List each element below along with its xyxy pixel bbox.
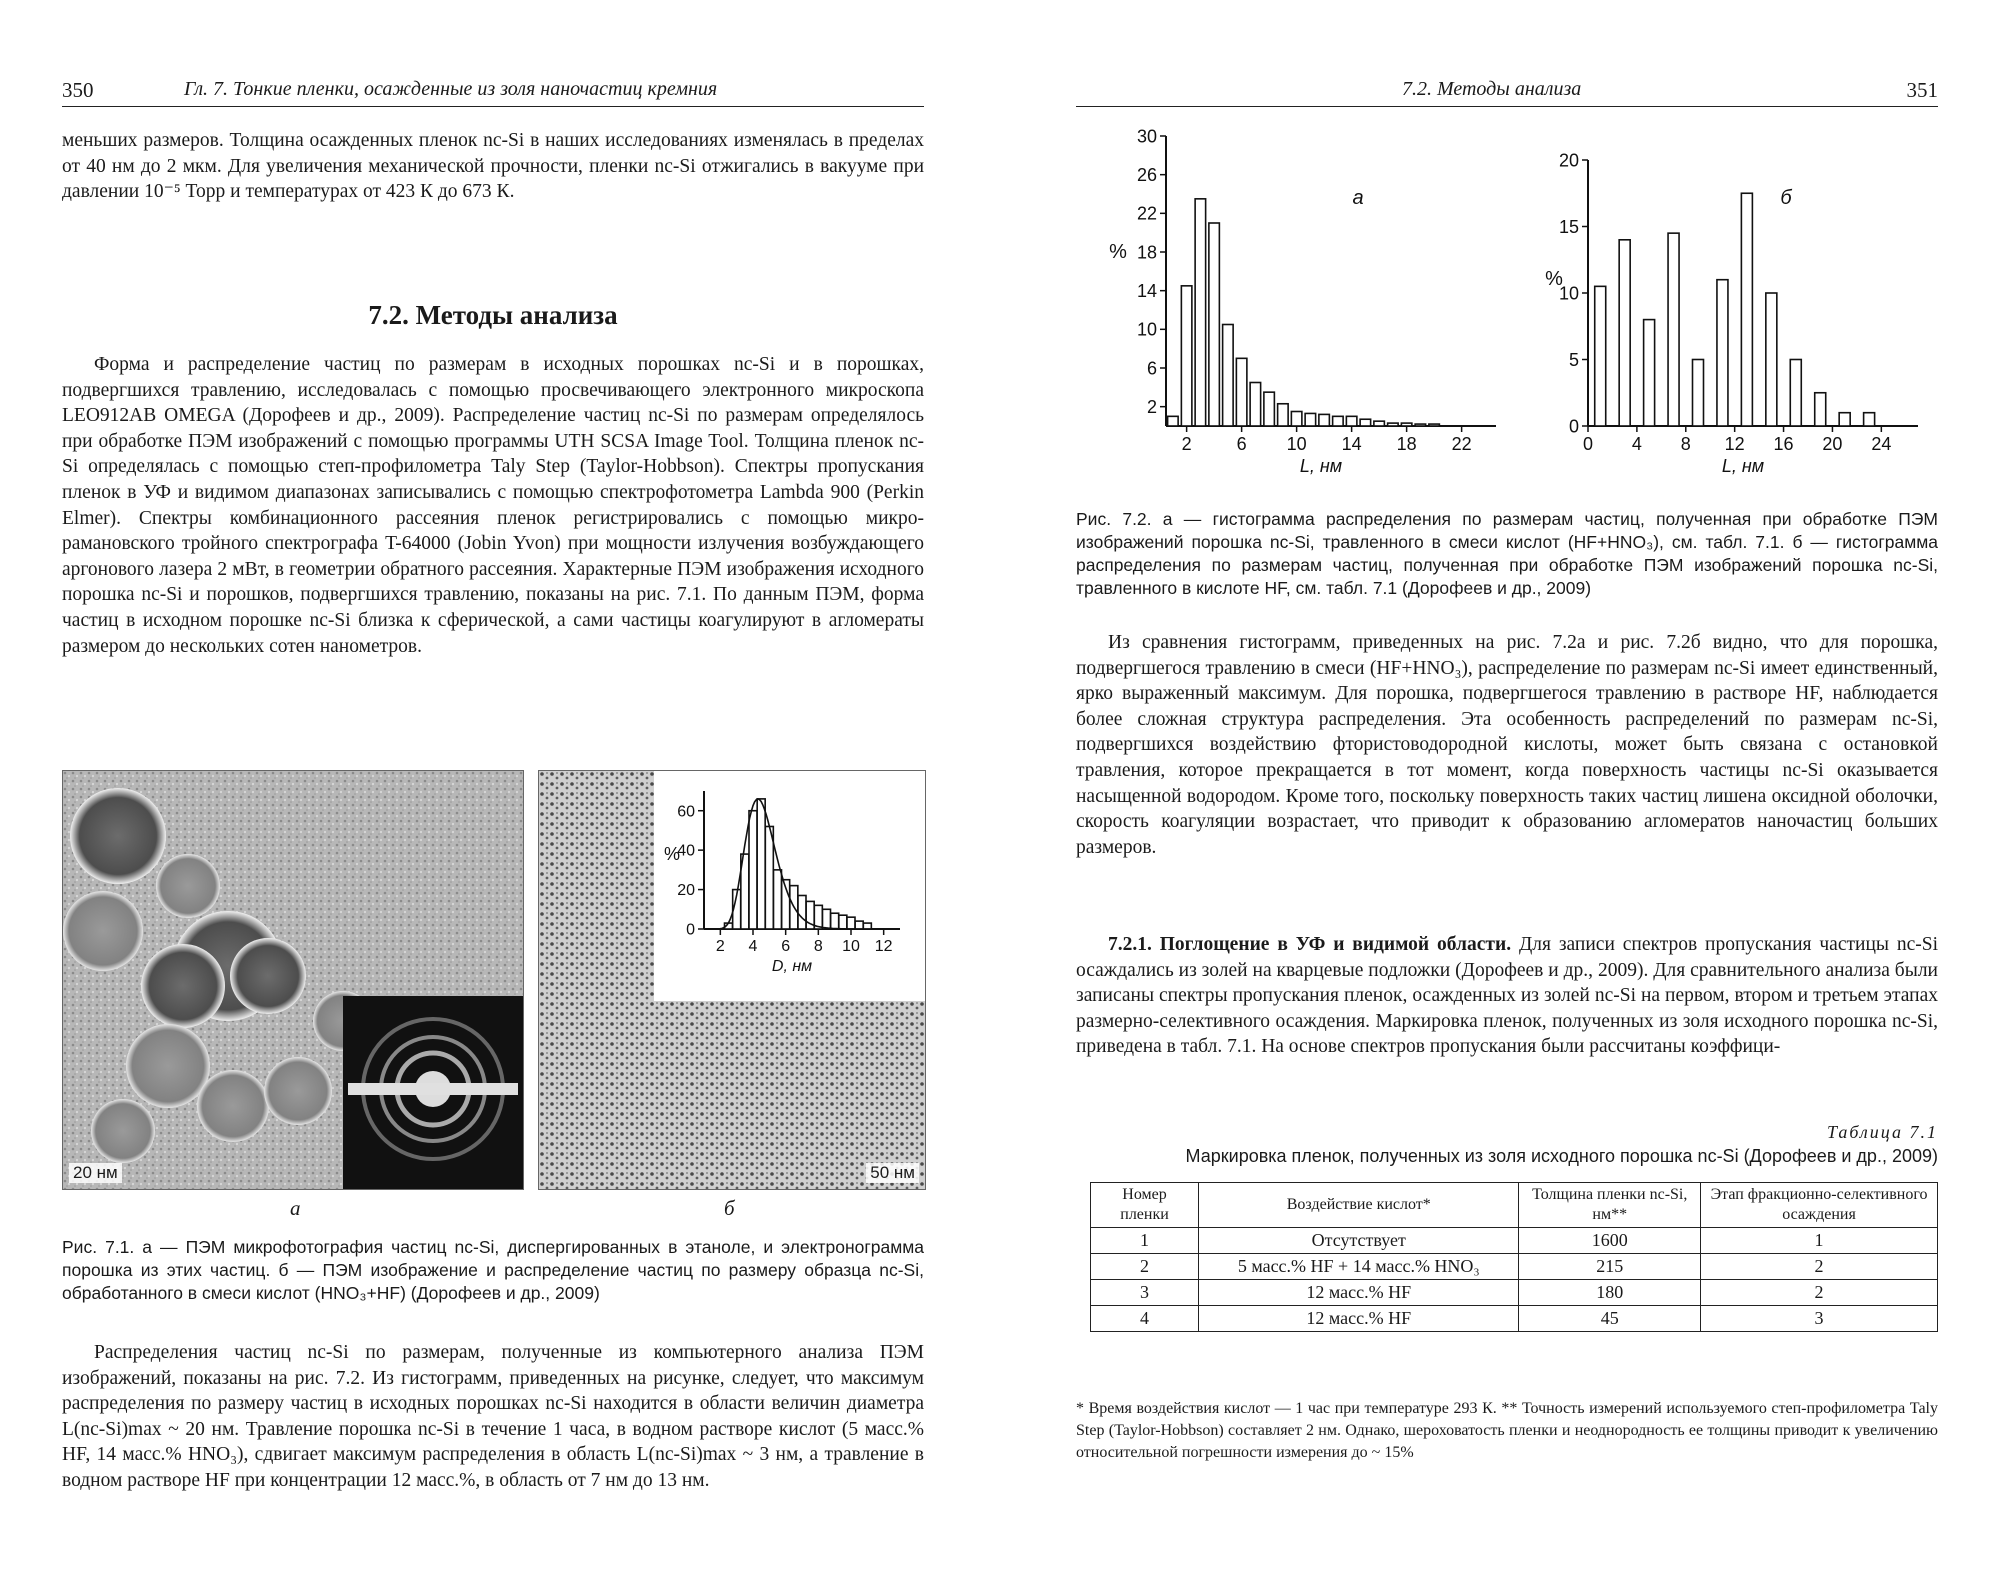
y-axis-label: % <box>1545 268 1563 291</box>
closing-text: Распределения частиц nc-Si по размерам, полученные из компьютерного анализа ПЭМ изображений, показаны на рис. 7.2. Из гистограмм, приведенных на рисунке, следует, что максимум распределения по размеру частиц в исходных порошках nc-Si находится в области величин диаметра L(nc-Si)max ~ 20 нм. Травление порошка nc-Si в течение 1 часа, в водном растворе кислот (5 масс.% HF, 14 масс.% HNO₃), сдвигает максимум распределения в область L(nc-Si)max ~ 3 нм, а травление в водном растворе HF при концентрации 12 масс.%, в область от 7 нм до 13 нм. <box>62 1342 924 1491</box>
histogram-bar <box>1388 423 1399 426</box>
table-cell: 3 <box>1091 1280 1199 1306</box>
histogram-bar <box>855 921 863 929</box>
subsection-paragraph <box>1076 932 1938 1060</box>
scale-bar-label-a: 20 нм <box>69 1163 122 1183</box>
histogram-bar <box>1839 413 1850 426</box>
histogram-bar <box>1250 383 1261 427</box>
y-tick-label: 5 <box>1568 349 1579 370</box>
histogram-bar <box>1668 233 1679 426</box>
y-tick-label: 22 <box>1136 203 1157 224</box>
histogram-bar <box>1790 360 1801 427</box>
histogram-bar <box>1291 412 1302 427</box>
table-label: Таблица 7.1 <box>1826 1122 1938 1142</box>
page-number-right: 351 <box>1906 78 1938 102</box>
table-cell: 5 масс.% HF + 14 масс.% HNO₃ <box>1199 1254 1519 1280</box>
table-cell: 2 <box>1701 1280 1938 1306</box>
table-cell: 2 <box>1701 1254 1938 1280</box>
histogram-bar <box>1864 413 1875 426</box>
x-tick-label: 20 <box>1822 434 1843 454</box>
histogram-bar <box>1168 416 1179 426</box>
y-tick-label: 10 <box>1136 319 1157 340</box>
running-head-title-right: 7.2. Методы анализа <box>1402 78 1582 100</box>
x-tick-label: 12 <box>1724 434 1745 454</box>
histogram-bar <box>1209 223 1220 426</box>
table-row <box>1091 1228 1938 1254</box>
histogram-bar <box>831 913 839 929</box>
y-axis-label: % <box>1109 240 1127 263</box>
histogram-bar <box>774 870 782 929</box>
x-tick-label: 4 <box>748 938 758 955</box>
histogram-bar <box>1305 413 1316 426</box>
film-marking-table <box>1090 1182 1938 1332</box>
x-tick-label: 10 <box>1286 434 1307 454</box>
closing-paragraph <box>62 1340 924 1494</box>
x-tick-label: 16 <box>1773 434 1794 454</box>
tem-micrograph-a <box>62 770 524 1190</box>
table-cell: 4 <box>1091 1306 1199 1332</box>
table-cell: 45 <box>1519 1306 1701 1332</box>
table-row <box>1091 1280 1938 1306</box>
histogram-bar <box>798 895 806 929</box>
histogram-bar <box>1766 293 1777 426</box>
x-tick-label: 18 <box>1396 434 1417 454</box>
x-axis-label: L, нм <box>1299 456 1343 476</box>
x-tick-label: 22 <box>1451 434 1472 454</box>
running-head-left <box>62 78 924 107</box>
y-tick-label: 0 <box>686 921 695 939</box>
histogram-bar <box>1264 392 1275 426</box>
running-head-title-left: Гл. 7. Тонкие пленки, осажденные из золя наночастиц кремния <box>184 78 718 100</box>
x-tick-label: 4 <box>1631 434 1642 454</box>
fig72-caption: Рис. 7.2. а — гистограмма распределения по размерам частиц, полученная при обработке ПЭМ изображений порошка nc-Si, травленного в смеси кислот (HF+HNO₃), см. табл. 7.1. б — гистограмма распределения по размерам частиц, полученная при обработке ПЭМ изображений порошка nc-Si, травленного в кислоте HF, см. табл. 7.1 (Дорофеев и др., 2009) <box>1076 509 1938 598</box>
table-cell: 3 <box>1701 1306 1938 1332</box>
x-tick-label: 0 <box>1582 434 1594 454</box>
histogram-bar <box>1333 416 1344 426</box>
histogram-b <box>1536 122 1936 492</box>
histogram-bar <box>1236 358 1247 426</box>
histogram-bar <box>1374 421 1385 426</box>
y-tick-label: 2 <box>1146 396 1157 417</box>
table-title: Маркировка пленок, полученных из золя исходного порошка nc-Si (Дорофеев и др., 2009) <box>1185 1146 1938 1166</box>
x-tick-label: 12 <box>874 938 893 955</box>
table-cell: 215 <box>1519 1254 1701 1280</box>
histogram-bar <box>1815 393 1826 426</box>
x-tick-label: 2 <box>1181 434 1192 454</box>
subsection-text: Для записи спектров пропускания частицы nc-Si осаждались из золей на кварцевые подложки (Дорофеев и др., 2009). Для сравнительного анализа были записаны спектры пропускания пленок, осажденных из золей nc-Si на первом, втором и третьем этапах размерно-селективного осаждения. Маркировка пленок, полученных из золя исходного порошка nc-Si, приведена в табл. 7.1. На основе спектров пропускания были рассчитаны коэффици- <box>1076 934 1939 1058</box>
y-tick-label: 26 <box>1136 164 1157 185</box>
x-tick-label: 8 <box>1680 434 1691 454</box>
histogram-bar <box>1429 424 1440 426</box>
particle-size-inset-histogram <box>654 771 925 1001</box>
table-row <box>1091 1306 1938 1332</box>
y-tick-label: 14 <box>1136 280 1157 301</box>
histogram-bar <box>1319 414 1330 426</box>
histogram-bar <box>1595 286 1606 426</box>
y-tick-label: 10 <box>1558 283 1579 304</box>
fig71-caption: Рис. 7.1. а — ПЭМ микрофотография частиц nc-Si, диспергированных в этаноле, и электронограмма порошка из этих частиц. б — ПЭМ изображение и распределение частиц по размеру образца nc-Si, обработанного в смеси кислот (HNO₃+HF) (Дорофеев и др., 2009) <box>62 1237 924 1303</box>
intro-text: меньших размеров. Толщина осажденных пленок nc-Si в наших исследованиях изменялась в пределах от 40 нм до 2 мкм. Для увеличения механической прочности, пленки nc-Si отжигались в вакууме при давлении 10⁻⁵ Торр и температурах от 423 К до 673 К. <box>62 130 924 203</box>
histogram-bar <box>1741 193 1752 426</box>
histogram-bar <box>765 826 773 929</box>
histogram-bar <box>823 909 831 929</box>
histogram-bar <box>1278 404 1289 426</box>
table-header-cell: Этап фракционно-селективного осаждения <box>1701 1183 1938 1228</box>
fig71-label-a: а <box>290 1196 301 1220</box>
histogram-bar <box>847 917 855 929</box>
histogram-bar <box>749 811 757 929</box>
y-tick-label: 0 <box>1568 416 1579 437</box>
histogram-bar <box>1619 240 1630 426</box>
y-tick-label: 60 <box>677 803 695 821</box>
histogram-bar <box>1401 423 1412 426</box>
x-tick-label: 6 <box>781 938 791 955</box>
table-header-cell: Воздействие кислот* <box>1199 1183 1519 1228</box>
x-tick-label: 6 <box>1236 434 1247 454</box>
fig71-label-b: б <box>724 1196 735 1220</box>
histogram-bar <box>1360 419 1371 426</box>
histogram-bar <box>1195 199 1206 426</box>
y-tick-label: 18 <box>1136 242 1157 263</box>
y-tick-label: 15 <box>1558 216 1579 237</box>
tem-micrograph-b <box>538 770 926 1190</box>
table-cell: 1600 <box>1519 1228 1701 1254</box>
scale-bar-label-b: 50 нм <box>866 1163 919 1183</box>
histogram-bar <box>863 923 871 929</box>
running-head-right <box>1076 78 1938 107</box>
x-tick-label: 24 <box>1871 434 1892 454</box>
methods-paragraph <box>62 352 924 659</box>
right-page <box>1000 0 2000 1584</box>
comparison-text: Из сравнения гистограмм, приведенных на рис. 7.2а и рис. 7.2б видно, что для порошка, подвергшегося травлению в смеси (HF+HNO₃), распределение по размерам nc-Si имеет единственный, ярко выраженный максимум. Для порошка, подвергшегося травлению в растворе HF, наблюдается более сложная структура распределения. Эта особенность распределений по размерам nc-Si, подвергшихся воздействию фтористоводородной кислоты, может быть связана с остановкой травления, которое прекращается в тот момент, когда поверхность частицы nc-Si оказывается насыщенной водородом. Кроме того, поскольку поверхность таких частиц лишена оксидной оболочки, скорость коагуляции возрастает, что приводит к образованию агломератов наночастиц больших размеров. <box>1076 632 1938 858</box>
x-axis-label: D, нм <box>771 958 813 975</box>
table-cell: Отсутствует <box>1199 1228 1519 1254</box>
histogram-bar <box>1223 325 1234 427</box>
table-cell: 12 масс.% HF <box>1199 1306 1519 1332</box>
table-footnote: * Время воздействия кислот — 1 час при температуре 293 К. ** Точность измерений используемого степ-профилометра Taly Step (Taylor-Hobbson) составляет 2 нм. Однако, шероховатость пленки и неоднородность ее толщины приводит к увеличению относительной погрешности измерения до ~ 15% <box>1076 1400 1938 1461</box>
comparison-paragraph <box>1076 630 1938 860</box>
histogram-a <box>1096 122 1536 492</box>
panel-label: б <box>1780 187 1792 209</box>
x-tick-label: 2 <box>715 938 725 955</box>
x-tick-label: 14 <box>1341 434 1362 454</box>
histogram-bar <box>757 799 765 929</box>
table-row <box>1091 1254 1938 1280</box>
methods-text: Форма и распределение частиц по размерам в исходных порошках nc-Si и в порошках, подвергшихся травлению, исследовалась с помощью просвечивающего электронного микроскопа LEO912AB OMEGA (Дорофеев и др., 2009). Распределение частиц nc-Si по размерам определялось при обработке ПЭМ изображений с помощью программы UTH SCSA Image Tool. Толщина пленок nc-Si определялась с помощью степ-профилометра Taly Step (Taylor-Hobbson). Спектры пропускания пленок в УФ и видимом диапазонах записывались с помощью спектрофотометра Lambda 900 (Perkin Elmer). Спектры комбинационного рассеяния пленок регистрировались с помощью микро-рамановского тройного спектрографа T-64000 (Jobin Yvon) при мощности излучения возбуждающего аргонового лазера 2 мВт, в геометрии обратного рассеяния. Характерные ПЭМ изображения исходного порошка nc-Si и порошков, подвергшихся травлению, показаны на рис. 7.1. По данным ПЭМ, форма частиц в исходном порошке nc-Si близка к сферической, а сами частицы коагулируют в агломераты размером до нескольких сотен нанометров. <box>62 354 924 657</box>
y-tick-label: 30 <box>1136 126 1157 147</box>
tem-micrograph-a-image <box>63 771 523 1189</box>
section-title: 7.2. Методы анализа <box>368 300 618 330</box>
table-cell: 12 масс.% HF <box>1199 1280 1519 1306</box>
histogram-bar <box>1717 280 1728 426</box>
x-axis-label: L, нм <box>1721 456 1765 476</box>
subsection-title: 7.2.1. Поглощение в УФ и видимой области. <box>1108 934 1512 955</box>
table-header-row <box>1091 1183 1938 1228</box>
table-header-cell: Номер пленки <box>1091 1183 1199 1228</box>
table-cell: 2 <box>1091 1254 1199 1280</box>
intro-paragraph <box>62 128 924 205</box>
histogram-bar <box>1415 424 1426 426</box>
y-tick-label: 20 <box>677 882 695 900</box>
histogram-bar <box>839 915 847 929</box>
histogram-bar <box>1346 416 1357 426</box>
page-number-left: 350 <box>62 78 94 102</box>
table-cell: 180 <box>1519 1280 1701 1306</box>
table-cell: 1 <box>1091 1228 1199 1254</box>
y-axis-label: % <box>663 844 681 864</box>
table-header-cell: Толщина пленки nc-Si, нм** <box>1519 1183 1701 1228</box>
histogram-bar <box>1644 320 1655 426</box>
histogram-bar <box>1693 360 1704 427</box>
histogram-bar <box>1181 286 1192 426</box>
y-tick-label: 40 <box>677 842 695 860</box>
y-tick-label: 6 <box>1146 358 1157 379</box>
panel-label: а <box>1352 187 1364 209</box>
y-tick-label: 20 <box>1558 150 1579 171</box>
x-tick-label: 10 <box>842 938 860 955</box>
table-cell: 1 <box>1701 1228 1938 1254</box>
x-tick-label: 8 <box>813 938 823 955</box>
